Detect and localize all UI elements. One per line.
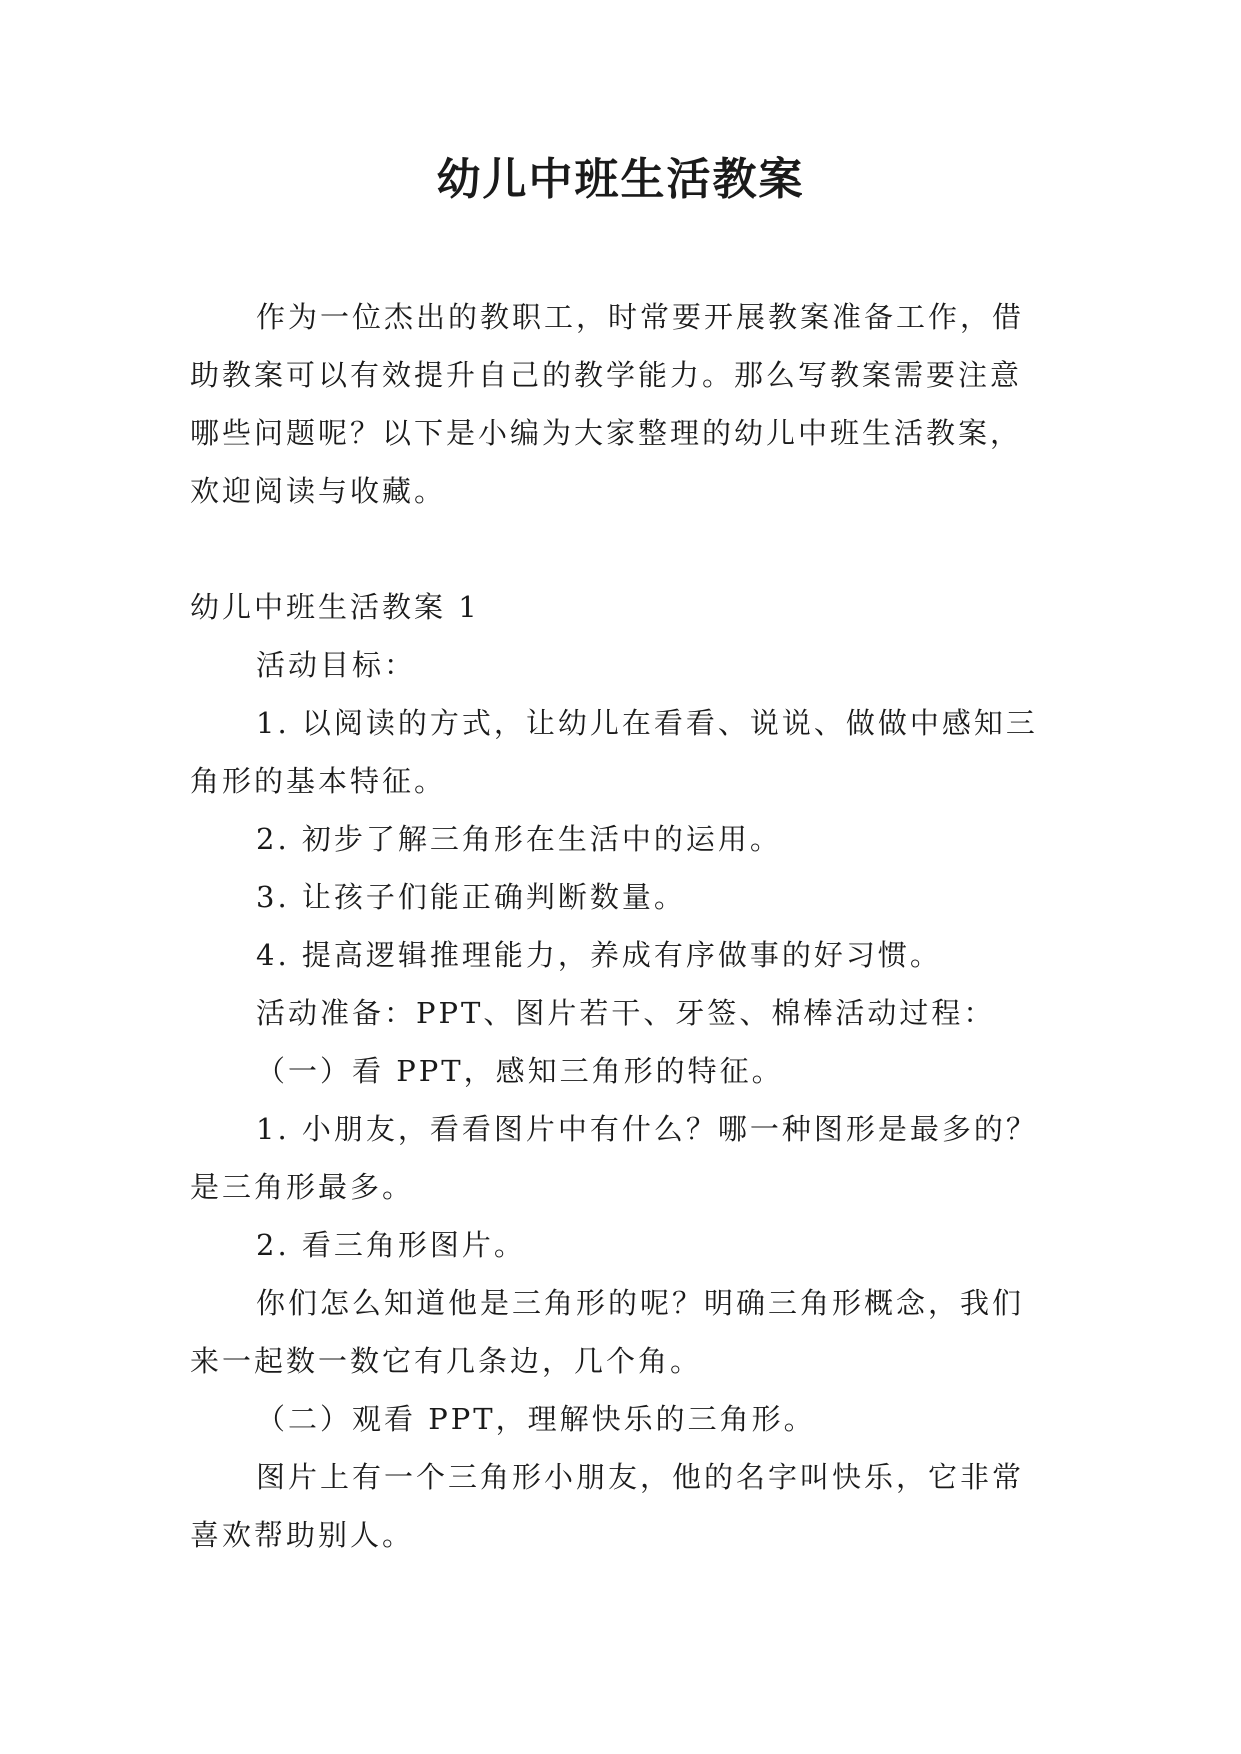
- step-2-heading: （二）观看 PPT，理解快乐的三角形。: [256, 1402, 816, 1436]
- preparation-line: 活动准备：PPT、图片若干、牙签、棉棒活动过程：: [256, 996, 996, 1030]
- paragraph-gap: [190, 520, 1052, 578]
- document-body: [190, 288, 1052, 1564]
- goal-item-1: 1. 以阅读的方式，让幼儿在看看、说说、做做中感知三角形的基本特征。: [190, 706, 1038, 798]
- step-1-item-2: 2. 看三角形图片。: [256, 1228, 526, 1262]
- intro-paragraph: 作为一位杰出的教职工，时常要开展教案准备工作，借助教案可以有效提升自己的教学能力。那么写教案需要注意哪些问题呢？以下是小编为大家整理的幼儿中班生活教案，欢迎阅读与收藏。: [190, 300, 1025, 508]
- goal-item-4: 4. 提高逻辑推理能力，养成有序做事的好习惯。: [256, 938, 942, 972]
- step-1-question: 你们怎么知道他是三角形的呢？明确三角形概念，我们来一起数一数它有几条边，几个角。: [190, 1286, 1025, 1378]
- goals-label: 活动目标：: [256, 648, 417, 682]
- step-2-text: 图片上有一个三角形小朋友，他的名字叫快乐，它非常喜欢帮助别人。: [190, 1460, 1025, 1552]
- step-1-item-1: 1. 小朋友，看看图片中有什么？哪一种图形是最多的？是三角形最多。: [190, 1112, 1038, 1204]
- goal-item-3: 3. 让孩子们能正确判断数量。: [256, 880, 686, 914]
- goal-item-2: 2. 初步了解三角形在生活中的运用。: [256, 822, 782, 856]
- section-heading: 幼儿中班生活教案 1: [190, 590, 480, 624]
- document-title: 幼儿中班生活教案: [436, 154, 805, 205]
- step-1-heading: （一）看 PPT，感知三角形的特征。: [256, 1054, 784, 1088]
